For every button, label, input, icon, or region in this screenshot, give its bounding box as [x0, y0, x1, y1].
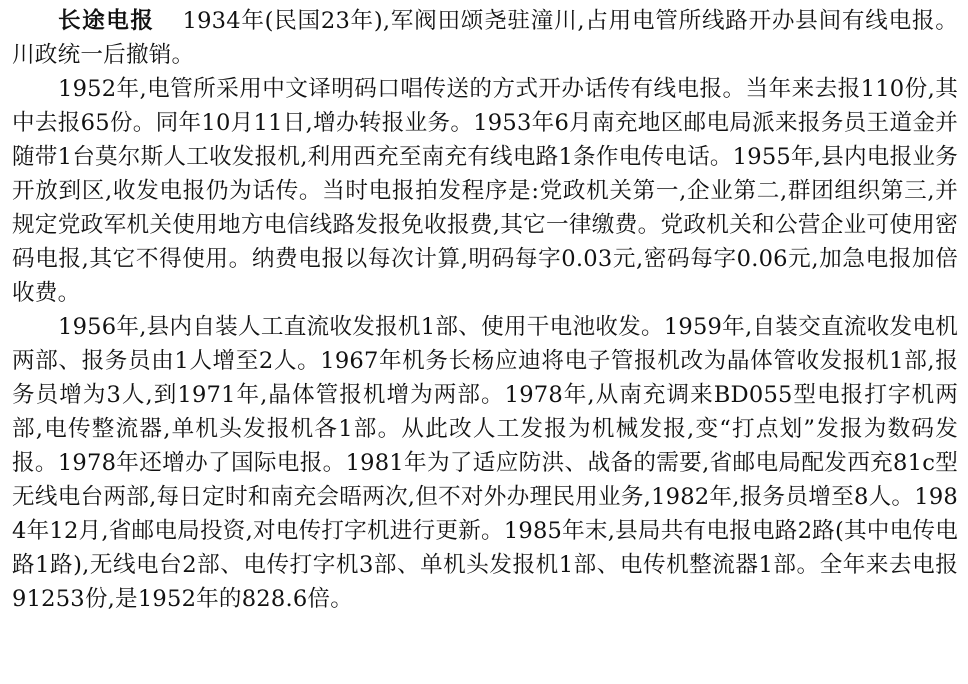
section-heading: 长途电报: [58, 8, 155, 34]
paragraph-3: 1956年,县内自装人工直流收发报机1部、使用干电池收发。1959年,自装交直流收发电机两部、报务员由1人增至2人。1967年机务长杨应迪将电子管报机改为晶体管收发报机1部,报务员增为3人,到1971年,晶体管报机增为两部。1978年,从南充调来BD055型电报打字机两部,电传整流器,单机头发报机各1部。从此改人工发报为机械发报,变“打点划”发报为数码发报。1978年还增办了国际电报。1981年为了适应防洪、战备的需要,省邮电局配发西充81c型无线电台两部,每日定时和南充会晤两次,但不对外办理民用业务,1982年,报务员增至8人。1984年12月,省邮电局投资,对电传打字机进行更新。1985年末,县局共有电报电路2路(其中电传电路1路),无线电台2部、电传打字机3部、单机头发报机1部、电传机整流器1部。全年来去电报91253份,是1952年的828.6倍。: [12, 314, 958, 612]
paragraph-1: [12, 4, 958, 72]
paragraph-2: 1952年,电管所采用中文译明码口唱传送的方式开办话传有线电报。当年来去报110份,其中去报65份。同年10月11日,增办转报业务。1953年6月南充地区邮电局派来报务员王道金并随带1台莫尔斯人工收发报机,利用西充至南充有线电路1条作电传电话。1955年,县内电报业务开放到区,收发电报仍为话传。当时电报拍发程序是:党政机关第一,企业第二,群团组织第三,并规定党政军机关使用地方电信线路发报免收报费,其它一律缴费。党政机关和公营企业可使用密码电报,其它不得使用。纳费电报以每次计算,明码每字0.03元,密码每字0.06元,加急电报加倍收费。: [12, 76, 958, 306]
paragraph-1-text: 1934年(民国23年),军阀田颂尧驻潼川,占用电管所线路开办县间有线电报。川政统一后撤销。: [12, 8, 959, 68]
